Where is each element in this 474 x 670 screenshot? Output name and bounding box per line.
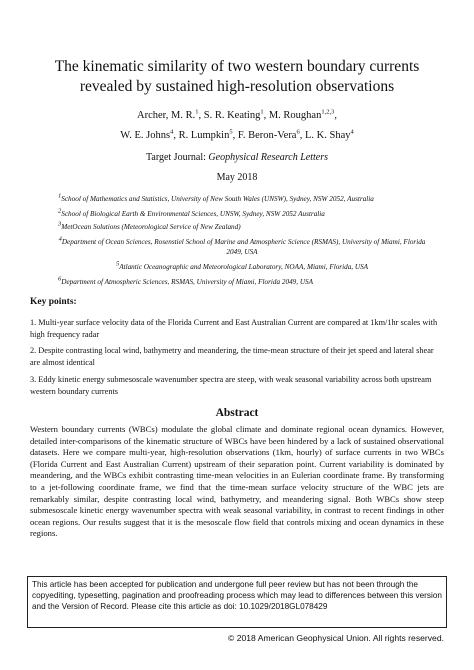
abstract-heading: Abstract	[215, 407, 259, 419]
affiliation-number: 5	[115, 260, 120, 268]
author-affiliation-mark: 4	[170, 128, 174, 136]
affiliation-number: 3	[58, 220, 62, 228]
author-affiliation-mark: 6	[296, 128, 300, 136]
target-journal	[40, 152, 434, 163]
author-affiliation-mark: 4	[350, 128, 354, 136]
affiliation-text: Atlantic Oceanographic and Meteorological Laboratory, NOAA, Miami, Florida, USA	[119, 263, 369, 271]
affiliation-number: 2	[58, 207, 62, 215]
affiliation-text: Department of Atmospheric Sciences, RSMAS, University of Miami, Florida 2049, USA	[61, 278, 314, 286]
affiliation-5	[58, 262, 426, 272]
title-line-1: The kinematic similarity of two western boundary currents	[54, 58, 420, 75]
author-name: S. R. Keating	[203, 110, 261, 121]
accepted-article-notice: This article has been accepted for publication and undergone full peer review but has not been through the copyediting, typesetting, pagination and proofreading process which may lead to differences between this version and the Version of Record. Please cite this article as doi: 10.1029/2018GL078429	[27, 576, 447, 628]
affiliation-number: 1	[58, 192, 62, 200]
title-line-2: revealed by sustained high-resolution observations	[79, 78, 395, 95]
author-name: W. E. Johns	[120, 130, 171, 141]
key-points-heading: Key points:	[30, 297, 77, 307]
author-affiliation-mark: 1	[195, 108, 199, 116]
affiliation-6	[58, 277, 426, 287]
paper-date: May 2018	[216, 172, 258, 183]
author-affiliation-mark: 1	[260, 108, 264, 116]
author-line-2: W. E. Johns$^4$, R. Lumpkin$^5$, F. Beron-Vera$^6$, L. K. Shay$^4$	[120, 128, 354, 141]
author-name: L. K. Shay	[304, 130, 351, 141]
author-name: M. Roughan	[268, 110, 322, 121]
copyright-notice: © 2018 American Geophysical Union. All rights reserved.	[227, 633, 444, 643]
author-name: Archer, M. R.	[137, 110, 196, 121]
author-name: F. Beron-Vera	[237, 130, 297, 141]
key-point-2: 2. Despite contrasting local wind, bathymetry and meandering, the time-mean structure of their jet speed and lateral shear are almost identical	[30, 346, 434, 367]
author-affiliation-mark: 1,2,3	[321, 108, 335, 116]
affiliation-text: School of Mathematics and Statistics, University of New South Wales (UNSW), Sydney, NSW 2052, Australia	[61, 195, 374, 203]
key-point-1: 1. Multi-year surface velocity data of the Florida Current and East Australian Current are compared at 1km/1hr scales with high frequency radar	[30, 318, 438, 339]
target-journal-label: Target Journal:	[145, 152, 206, 163]
author-name: R. Lumpkin	[178, 130, 230, 141]
affiliation-text: School of Biological Earth & Environmental Sciences, UNSW, Sydney, NSW 2052 Australia	[61, 210, 325, 218]
affiliation-number: 4	[58, 235, 62, 243]
affiliation-3	[58, 222, 426, 232]
affiliation-4	[58, 237, 426, 257]
author-affiliation-mark: 5	[229, 128, 233, 136]
affiliation-text: Department of Ocean Sciences, Rosenstiel School of Marine and Atmospheric Science (RSMAS), University of Miami, Florida 2049, USA	[61, 238, 426, 256]
abstract-text: Western boundary currents (WBCs) modulate the global climate and dominate regional ocean dynamics. However, detailed inter-comparisons of the kinematic structure of WBCs have been hindered by a lack of sustained observational datasets. Here we compare multi-year, high-resolution observations (1km, hourly) of surface currents in two WBCs (Florida Current and East Australian Current) upstream of their separation point. Current variability is dominated by meandering, and the WBCs exhibit contrasting time-mean velocities in an Eulerian coordinate frame. By transforming to a jet-following coordinate frame, we find that the time-mean surface velocity structure of the WBC jets are remarkably similar, despite contrasting local wind, bathymetry, and meandering signal. Both WBCs show steep submesoscale kinetic energy wavenumber spectra with weak seasonal variability, in contrast to recent findings in other ocean regions. Our results suggest that it is the mesoscale flow field that controls mixing and ocean dynamics in these regions.	[30, 424, 444, 539]
affiliation-1	[58, 194, 426, 204]
key-point-3: 3. Eddy kinetic energy submesoscale wavenumber spectra are steep, with weak seasonal variability across both upstream western boundary currents	[30, 375, 432, 396]
target-journal-name: Geophysical Research Letters	[208, 152, 329, 163]
affiliation-number: 6	[58, 275, 62, 283]
affiliation-text: MetOcean Solutions (Meteorological Service of New Zealand)	[61, 223, 241, 231]
author-line-1: Archer, M. R.$^1$, S. R. Keating$^1$, M. Roughan$^{1,2,3}$,	[137, 108, 337, 121]
paper-title	[40, 57, 434, 97]
author-list	[40, 106, 434, 146]
affiliation-2	[58, 209, 426, 219]
